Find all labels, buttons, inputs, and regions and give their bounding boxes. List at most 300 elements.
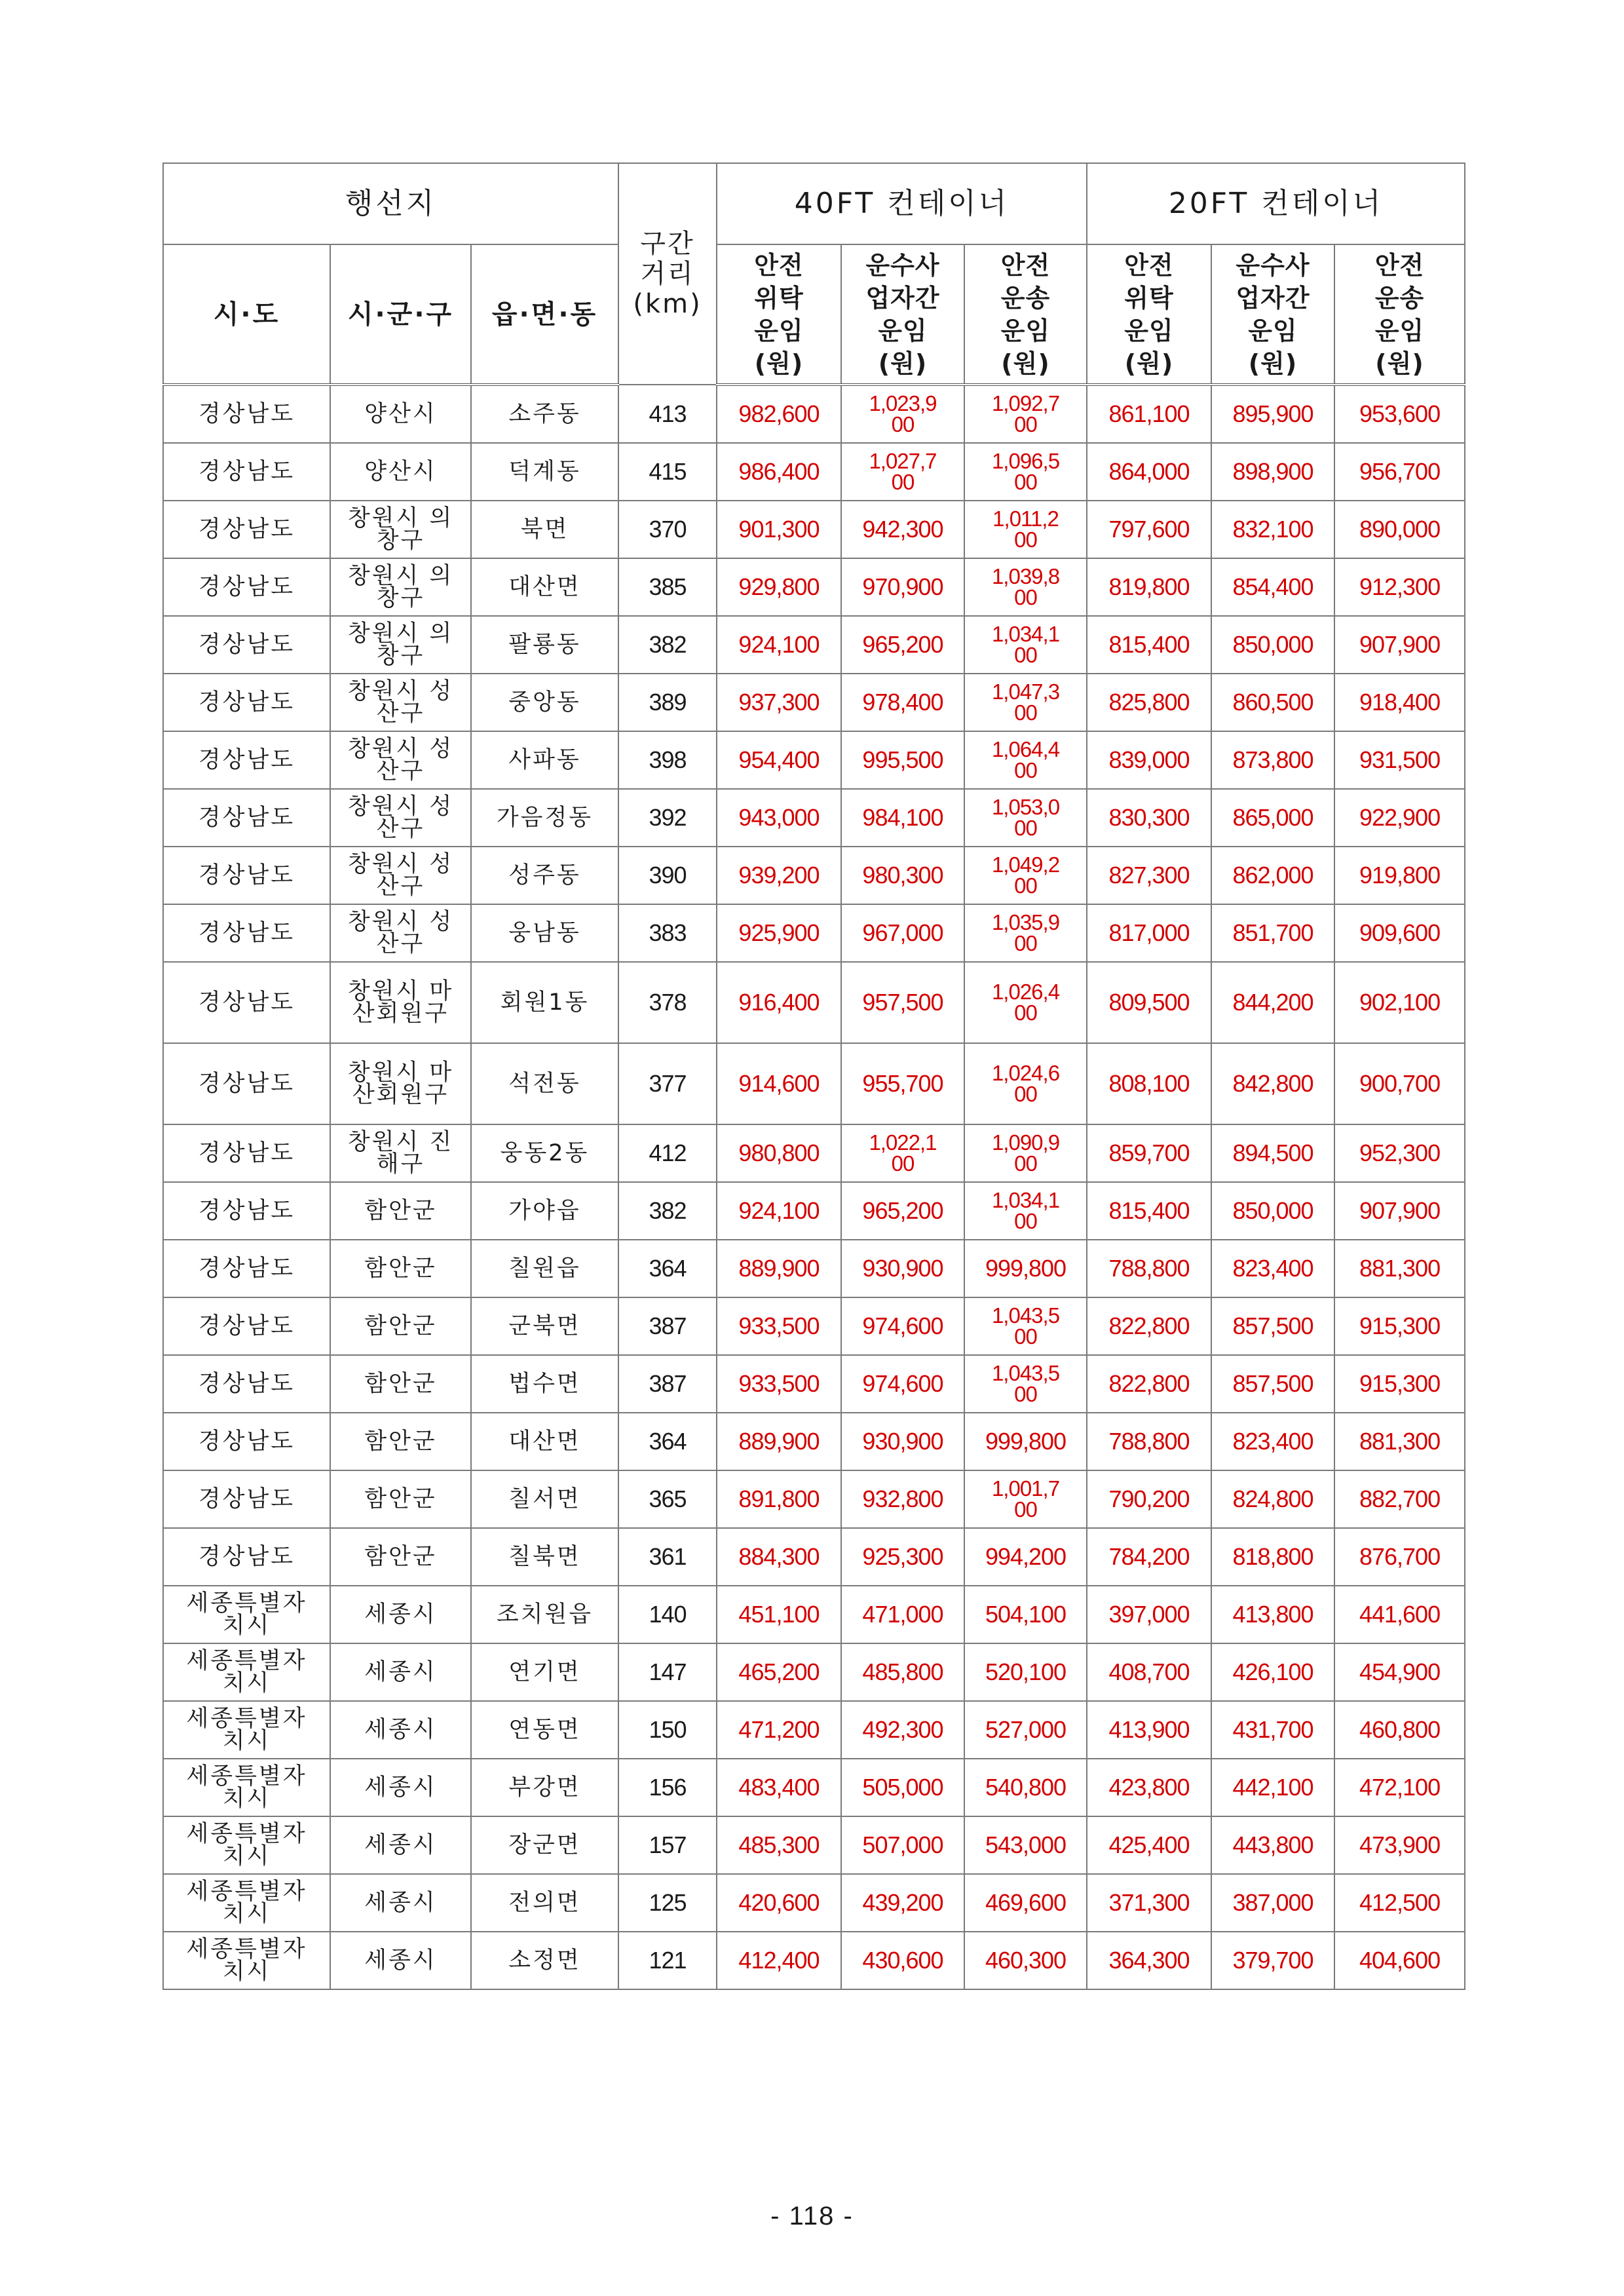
distance-cell: 157 <box>618 1816 717 1874</box>
ft40-safe-consign-cell: 925,900 <box>717 904 841 962</box>
distance-cell: 365 <box>618 1470 717 1528</box>
ft40-safe-consign-cell: 889,900 <box>717 1240 841 1297</box>
sigungu-cell: 세종시 <box>330 1643 471 1701</box>
ft40-carrier-cell: 974,600 <box>841 1355 964 1413</box>
table-row <box>163 1528 1465 1586</box>
ft20-safe-transport-cell: 956,700 <box>1334 443 1465 501</box>
ft40-safe-consign-cell: 954,400 <box>717 731 841 789</box>
distance-cell: 364 <box>618 1413 717 1470</box>
ft40-carrier-cell: 995,500 <box>841 731 964 789</box>
dong-cell: 군북면 <box>471 1297 618 1355</box>
ft40-carrier-cell: 1,023,900 <box>841 385 964 443</box>
table-row <box>163 558 1465 616</box>
ft20-safe-transport-cell: 915,300 <box>1334 1355 1465 1413</box>
ft20-safe-consign-cell: 784,200 <box>1087 1528 1211 1586</box>
ft20-safe-transport-cell: 472,100 <box>1334 1759 1465 1816</box>
table-row <box>163 1759 1465 1816</box>
ft40-safe-consign-cell: 901,300 <box>717 501 841 558</box>
dong-cell: 조치원읍 <box>471 1586 618 1643</box>
ft20-safe-transport-cell: 882,700 <box>1334 1470 1465 1528</box>
dong-cell: 연기면 <box>471 1643 618 1701</box>
sido-cell: 경상남도 <box>163 1043 330 1124</box>
ft40-safe-transport-cell: 1,064,400 <box>964 731 1087 789</box>
sido-header: 시·도 <box>163 244 330 385</box>
ft40-safe-consign-cell: 471,200 <box>717 1701 841 1759</box>
ft40-safe-consign-cell: 485,300 <box>717 1816 841 1874</box>
ft40-carrier-cell: 505,000 <box>841 1759 964 1816</box>
dong-cell: 웅동2동 <box>471 1124 618 1182</box>
ft20-carrier-cell: 824,800 <box>1211 1470 1334 1528</box>
ft20-safe-consign-cell: 815,400 <box>1087 1182 1211 1240</box>
ft40-safe-transport-cell: 469,600 <box>964 1874 1087 1932</box>
dong-cell: 대산면 <box>471 1413 618 1470</box>
dong-cell: 소정면 <box>471 1932 618 1989</box>
ft40-carrier-cell: 978,400 <box>841 674 964 731</box>
sido-cell: 경상남도 <box>163 385 330 443</box>
distance-cell: 125 <box>618 1874 717 1932</box>
table-row <box>163 904 1465 962</box>
ft20-safe-consign-cell: 825,800 <box>1087 674 1211 731</box>
ft20-safe-consign-cell: 827,300 <box>1087 847 1211 904</box>
ft40-safe-consign-cell: 980,800 <box>717 1124 841 1182</box>
ft20-carrier-cell: 860,500 <box>1211 674 1334 731</box>
ft40-carrier-cell: 965,200 <box>841 616 964 674</box>
distance-cell: 398 <box>618 731 717 789</box>
sigungu-cell: 함안군 <box>330 1528 471 1586</box>
sigungu-header: 시·군·구 <box>330 244 471 385</box>
ft40-carrier-cell: 485,800 <box>841 1643 964 1701</box>
ft20-safe-transport-cell: 907,900 <box>1334 1182 1465 1240</box>
ft40-carrier-cell: 955,700 <box>841 1043 964 1124</box>
sigungu-cell: 창원시 성산구 <box>330 847 471 904</box>
ft40-safe-consign-cell: 986,400 <box>717 443 841 501</box>
dong-cell: 사파동 <box>471 731 618 789</box>
distance-cell: 140 <box>618 1586 717 1643</box>
table-row <box>163 1043 1465 1124</box>
sigungu-cell: 세종시 <box>330 1586 471 1643</box>
ft20-carrier-cell: 857,500 <box>1211 1297 1334 1355</box>
ft20-safe-consign-cell: 364,300 <box>1087 1932 1211 1989</box>
ft20-carrier-cell: 818,800 <box>1211 1528 1334 1586</box>
ft40-carrier-cell: 932,800 <box>841 1470 964 1528</box>
table-row <box>163 616 1465 674</box>
table-row <box>163 962 1465 1043</box>
ft40-safe-consign-cell: 914,600 <box>717 1043 841 1124</box>
ft40-safe-transport-cell: 1,043,500 <box>964 1355 1087 1413</box>
sigungu-cell: 창원시 진해구 <box>330 1124 471 1182</box>
ft20-carrier-cell: 894,500 <box>1211 1124 1334 1182</box>
ft20-safe-transport-cell: 473,900 <box>1334 1816 1465 1874</box>
ft20-safe-consign-cell: 371,300 <box>1087 1874 1211 1932</box>
ft40-safe-consign-cell: 889,900 <box>717 1413 841 1470</box>
sido-cell: 경상남도 <box>163 962 330 1043</box>
sigungu-cell: 창원시 마산회원구 <box>330 962 471 1043</box>
ft40-carrier-cell: 492,300 <box>841 1701 964 1759</box>
dong-cell: 칠원읍 <box>471 1240 618 1297</box>
ft40-safe-consign-cell: 465,200 <box>717 1643 841 1701</box>
ft40-safe-transport-cell: 1,047,300 <box>964 674 1087 731</box>
dong-cell: 성주동 <box>471 847 618 904</box>
table-row <box>163 1932 1465 1989</box>
table-row <box>163 501 1465 558</box>
ft20-safe-consign-cell: 425,400 <box>1087 1816 1211 1874</box>
ft20-safe-transport-cell: 412,500 <box>1334 1874 1465 1932</box>
sido-cell: 경상남도 <box>163 1470 330 1528</box>
distance-header-label: 구간거리(km) <box>633 229 702 319</box>
ft40-carrier-cell: 942,300 <box>841 501 964 558</box>
ft20-safe-transport-cell: 953,600 <box>1334 385 1465 443</box>
distance-cell: 156 <box>618 1759 717 1816</box>
table-row <box>163 1240 1465 1297</box>
ft20-safe-consign-cell: 413,900 <box>1087 1701 1211 1759</box>
sido-cell: 세종특별자치시 <box>163 1874 330 1932</box>
distance-cell: 378 <box>618 962 717 1043</box>
ft40-safe-transport-cell: 504,100 <box>964 1586 1087 1643</box>
ft40-safe-transport-cell: 1,053,000 <box>964 789 1087 847</box>
ft40-safe-transport-cell: 1,035,900 <box>964 904 1087 962</box>
ft20-carrier-cell: 413,800 <box>1211 1586 1334 1643</box>
sigungu-cell: 세종시 <box>330 1701 471 1759</box>
ft40-safe-transport-cell: 527,000 <box>964 1701 1087 1759</box>
distance-cell: 413 <box>618 385 717 443</box>
sido-cell: 경상남도 <box>163 616 330 674</box>
ft40-safe-transport-cell: 1,090,900 <box>964 1124 1087 1182</box>
ft40-safe-transport-cell: 1,096,500 <box>964 443 1087 501</box>
table-row <box>163 731 1465 789</box>
ft40-safe-transport-cell: 1,001,700 <box>964 1470 1087 1528</box>
distance-cell: 385 <box>618 558 717 616</box>
ft20-carrier-cell: 431,700 <box>1211 1701 1334 1759</box>
sido-cell: 경상남도 <box>163 1297 330 1355</box>
sido-cell: 세종특별자치시 <box>163 1816 330 1874</box>
sido-cell: 세종특별자치시 <box>163 1701 330 1759</box>
ft20-safe-transport-cell: 907,900 <box>1334 616 1465 674</box>
ft40-safe-transport-cell: 999,800 <box>964 1413 1087 1470</box>
ft40-carrier-cell: 984,100 <box>841 789 964 847</box>
ft40-safe-transport-cell: 1,024,600 <box>964 1043 1087 1124</box>
ft40-safe-consign-cell: 929,800 <box>717 558 841 616</box>
ft20-safe-transport-cell: 881,300 <box>1334 1413 1465 1470</box>
ft40-safe-consign-cell: 937,300 <box>717 674 841 731</box>
ft40-carrier-cell: 439,200 <box>841 1874 964 1932</box>
distance-cell: 383 <box>618 904 717 962</box>
ft40-safe-transport-cell: 540,800 <box>964 1759 1087 1816</box>
ft20-safe-consign-cell: 864,000 <box>1087 443 1211 501</box>
ft40-safe-consign-cell: 933,500 <box>717 1297 841 1355</box>
ft20-safe-transport-cell: 915,300 <box>1334 1297 1465 1355</box>
ft40-carrier-cell: 930,900 <box>841 1240 964 1297</box>
ft20-safe-consign-cell: 408,700 <box>1087 1643 1211 1701</box>
ft40-safe-consign-cell: 412,400 <box>717 1932 841 1989</box>
ft20-carrier-cell: 862,000 <box>1211 847 1334 904</box>
ft40-carrier-cell: 471,000 <box>841 1586 964 1643</box>
ft20-carrier-cell: 443,800 <box>1211 1816 1334 1874</box>
ft20-carrier-cell: 895,900 <box>1211 385 1334 443</box>
ft20-carrier-cell: 426,100 <box>1211 1643 1334 1701</box>
sido-cell: 세종특별자치시 <box>163 1759 330 1816</box>
ft20-safe-consign-cell: 808,100 <box>1087 1043 1211 1124</box>
distance-cell: 389 <box>618 674 717 731</box>
distance-cell: 390 <box>618 847 717 904</box>
ft20-safe-consign-cell: 817,000 <box>1087 904 1211 962</box>
distance-cell: 392 <box>618 789 717 847</box>
distance-cell: 412 <box>618 1124 717 1182</box>
sigungu-cell: 창원시 성산구 <box>330 731 471 789</box>
dong-cell: 부강면 <box>471 1759 618 1816</box>
dong-cell: 웅남동 <box>471 904 618 962</box>
sigungu-cell: 세종시 <box>330 1759 471 1816</box>
ft20-safe-consign-cell: 822,800 <box>1087 1297 1211 1355</box>
ft40-safe-transport-cell: 543,000 <box>964 1816 1087 1874</box>
table-row <box>163 1182 1465 1240</box>
freight-rate-table <box>162 163 1465 1990</box>
ft20-safe-transport-cell: 918,400 <box>1334 674 1465 731</box>
ft20-carrier-cell: 854,400 <box>1211 558 1334 616</box>
ft20-safe-consign-cell: 815,400 <box>1087 616 1211 674</box>
ft40-safe-transport-cell: 1,049,200 <box>964 847 1087 904</box>
sido-cell: 경상남도 <box>163 674 330 731</box>
distance-cell: 147 <box>618 1643 717 1701</box>
ft20-safe-transport-cell: 404,600 <box>1334 1932 1465 1989</box>
sido-cell: 경상남도 <box>163 904 330 962</box>
ft20-safe-transport-cell: 912,300 <box>1334 558 1465 616</box>
dong-cell: 가음정동 <box>471 789 618 847</box>
sigungu-cell: 함안군 <box>330 1470 471 1528</box>
ft40-safe-transport-cell: 1,034,100 <box>964 1182 1087 1240</box>
ft40-safe-consign-cell: 924,100 <box>717 616 841 674</box>
ft20-safe-consign-cell: 861,100 <box>1087 385 1211 443</box>
ft20-carrier-cell: 865,000 <box>1211 789 1334 847</box>
distance-cell: 121 <box>618 1932 717 1989</box>
ft40-header: 40FT 컨테이너 <box>717 163 1087 244</box>
ft20-safe-transport-cell: 881,300 <box>1334 1240 1465 1297</box>
ft40-carrier-cell: 974,600 <box>841 1297 964 1355</box>
sigungu-cell: 세종시 <box>330 1874 471 1932</box>
dong-cell: 가야읍 <box>471 1182 618 1240</box>
ft20-carrier-cell: 850,000 <box>1211 1182 1334 1240</box>
ft40-safe-transport-cell: 520,100 <box>964 1643 1087 1701</box>
distance-cell: 377 <box>618 1043 717 1124</box>
ft40-carrier-cell: 980,300 <box>841 847 964 904</box>
ft20-safe-consign-cell: 822,800 <box>1087 1355 1211 1413</box>
sido-cell: 세종특별자치시 <box>163 1643 330 1701</box>
ft40-safe-transport-cell: 994,200 <box>964 1528 1087 1586</box>
ft40-safe-transport-cell: 1,026,400 <box>964 962 1087 1043</box>
distance-cell: 361 <box>618 1528 717 1586</box>
sigungu-cell: 함안군 <box>330 1355 471 1413</box>
ft40-carrier-cell: 967,000 <box>841 904 964 962</box>
ft40-safe-transport-cell: 1,092,700 <box>964 385 1087 443</box>
ft20-safe-transport-cell: 922,900 <box>1334 789 1465 847</box>
ft20-safe-consign-cell: 859,700 <box>1087 1124 1211 1182</box>
distance-cell: 387 <box>618 1297 717 1355</box>
distance-cell: 382 <box>618 616 717 674</box>
dong-cell: 회원1동 <box>471 962 618 1043</box>
ft40-safe-consign-cell: 451,100 <box>717 1586 841 1643</box>
ft20-carrier-cell: 842,800 <box>1211 1043 1334 1124</box>
ft20-header: 20FT 컨테이너 <box>1087 163 1465 244</box>
ft40-safe-consign-cell: 943,000 <box>717 789 841 847</box>
table-row <box>163 1701 1465 1759</box>
dong-cell: 칠서면 <box>471 1470 618 1528</box>
sigungu-cell: 창원시 의창구 <box>330 558 471 616</box>
sigungu-cell: 창원시 마산회원구 <box>330 1043 471 1124</box>
dong-cell: 대산면 <box>471 558 618 616</box>
distance-cell: 364 <box>618 1240 717 1297</box>
ft40-safe-transport-cell: 460,300 <box>964 1932 1087 1989</box>
dong-cell: 전의면 <box>471 1874 618 1932</box>
ft20-carrier-cell: 832,100 <box>1211 501 1334 558</box>
ft20-safe-transport-cell: 454,900 <box>1334 1643 1465 1701</box>
ft20-carrier-cell: 851,700 <box>1211 904 1334 962</box>
table-row <box>163 789 1465 847</box>
table-row <box>163 443 1465 501</box>
ft20-safe-transport-cell: 952,300 <box>1334 1124 1465 1182</box>
dong-cell: 법수면 <box>471 1355 618 1413</box>
ft40-carrier-cell: 930,900 <box>841 1413 964 1470</box>
dong-cell: 석전동 <box>471 1043 618 1124</box>
sigungu-cell: 함안군 <box>330 1240 471 1297</box>
ft40-carrier-cell: 1,022,100 <box>841 1124 964 1182</box>
ft40-carrier-cell: 507,000 <box>841 1816 964 1874</box>
ft20-carrier-cell: 379,700 <box>1211 1932 1334 1989</box>
ft20-safe-transport-cell: 902,100 <box>1334 962 1465 1043</box>
ft20-carrier-header: 운수사업자간 운임(원) <box>1211 244 1334 385</box>
ft40-safe-transport-cell: 1,043,500 <box>964 1297 1087 1355</box>
sigungu-cell: 창원시 성산구 <box>330 904 471 962</box>
sido-cell: 경상남도 <box>163 847 330 904</box>
ft40-safe-consign-cell: 916,400 <box>717 962 841 1043</box>
sido-cell: 세종특별자치시 <box>163 1932 330 1989</box>
distance-cell: 370 <box>618 501 717 558</box>
ft20-safe-transport-cell: 876,700 <box>1334 1528 1465 1586</box>
sigungu-cell: 창원시 의창구 <box>330 501 471 558</box>
ft20-safe-transport-cell: 890,000 <box>1334 501 1465 558</box>
destination-header: 행선지 <box>163 163 618 244</box>
table-row <box>163 1124 1465 1182</box>
dong-cell: 북면 <box>471 501 618 558</box>
distance-cell: 387 <box>618 1355 717 1413</box>
ft40-safe-transport-cell: 999,800 <box>964 1240 1087 1297</box>
sigungu-cell: 창원시 성산구 <box>330 789 471 847</box>
ft20-safe-consign-cell: 809,500 <box>1087 962 1211 1043</box>
sigungu-cell: 함안군 <box>330 1413 471 1470</box>
sido-cell: 경상남도 <box>163 501 330 558</box>
ft20-carrier-cell: 873,800 <box>1211 731 1334 789</box>
ft20-safe-consign-cell: 423,800 <box>1087 1759 1211 1816</box>
ft40-safe-consign-cell: 420,600 <box>717 1874 841 1932</box>
ft20-carrier-cell: 898,900 <box>1211 443 1334 501</box>
ft40-safe-consign-header: 안전위탁운임(원) <box>717 244 841 385</box>
ft20-safe-transport-cell: 441,600 <box>1334 1586 1465 1643</box>
ft20-safe-consign-header: 안전위탁운임(원) <box>1087 244 1211 385</box>
sigungu-cell: 양산시 <box>330 385 471 443</box>
ft20-safe-transport-header: 안전운송운임(원) <box>1334 244 1465 385</box>
ft20-carrier-cell: 442,100 <box>1211 1759 1334 1816</box>
ft40-safe-consign-cell: 924,100 <box>717 1182 841 1240</box>
distance-header <box>618 163 717 385</box>
table-row <box>163 1643 1465 1701</box>
dong-cell: 중앙동 <box>471 674 618 731</box>
ft20-safe-consign-cell: 830,300 <box>1087 789 1211 847</box>
sigungu-cell: 세종시 <box>330 1816 471 1874</box>
ft40-safe-consign-cell: 884,300 <box>717 1528 841 1586</box>
ft40-carrier-cell: 957,500 <box>841 962 964 1043</box>
ft20-safe-consign-cell: 797,600 <box>1087 501 1211 558</box>
table-row <box>163 847 1465 904</box>
distance-cell: 415 <box>618 443 717 501</box>
sido-cell: 경상남도 <box>163 1355 330 1413</box>
page-number: - 118 - <box>770 2202 854 2230</box>
eupmyeondong-header: 읍·면·동 <box>471 244 618 385</box>
ft20-safe-transport-cell: 909,600 <box>1334 904 1465 962</box>
sido-cell: 경상남도 <box>163 1413 330 1470</box>
ft40-carrier-cell: 925,300 <box>841 1528 964 1586</box>
sigungu-cell: 창원시 성산구 <box>330 674 471 731</box>
sigungu-cell: 창원시 의창구 <box>330 616 471 674</box>
sido-cell: 경상남도 <box>163 789 330 847</box>
ft40-carrier-cell: 430,600 <box>841 1932 964 1989</box>
table-body <box>163 385 1465 1989</box>
ft20-safe-transport-cell: 919,800 <box>1334 847 1465 904</box>
sido-cell: 경상남도 <box>163 443 330 501</box>
distance-cell: 150 <box>618 1701 717 1759</box>
ft20-safe-transport-cell: 931,500 <box>1334 731 1465 789</box>
sido-cell: 경상남도 <box>163 731 330 789</box>
sido-cell: 경상남도 <box>163 1124 330 1182</box>
ft40-carrier-cell: 970,900 <box>841 558 964 616</box>
sido-cell: 경상남도 <box>163 1182 330 1240</box>
ft20-carrier-cell: 857,500 <box>1211 1355 1334 1413</box>
dong-cell: 팔룡동 <box>471 616 618 674</box>
dong-cell: 장군면 <box>471 1816 618 1874</box>
dong-cell: 소주동 <box>471 385 618 443</box>
ft20-safe-consign-cell: 819,800 <box>1087 558 1211 616</box>
dong-cell: 칠북면 <box>471 1528 618 1586</box>
ft40-safe-consign-cell: 939,200 <box>717 847 841 904</box>
table-row <box>163 1586 1465 1643</box>
ft40-safe-consign-cell: 933,500 <box>717 1355 841 1413</box>
table-row <box>163 674 1465 731</box>
ft40-safe-transport-header: 안전운송운임(원) <box>964 244 1087 385</box>
sigungu-cell: 양산시 <box>330 443 471 501</box>
ft20-carrier-cell: 823,400 <box>1211 1240 1334 1297</box>
ft20-safe-consign-cell: 790,200 <box>1087 1470 1211 1528</box>
table-row <box>163 1413 1465 1470</box>
sido-cell: 경상남도 <box>163 1528 330 1586</box>
table-row <box>163 1355 1465 1413</box>
ft40-carrier-header: 운수사업자간 운임(원) <box>841 244 964 385</box>
ft40-carrier-cell: 1,027,700 <box>841 443 964 501</box>
dong-cell: 덕계동 <box>471 443 618 501</box>
table-row <box>163 385 1465 443</box>
distance-cell: 382 <box>618 1182 717 1240</box>
sigungu-cell: 함안군 <box>330 1297 471 1355</box>
ft20-carrier-cell: 844,200 <box>1211 962 1334 1043</box>
sido-cell: 경상남도 <box>163 1240 330 1297</box>
ft20-carrier-cell: 823,400 <box>1211 1413 1334 1470</box>
ft40-safe-consign-cell: 483,400 <box>717 1759 841 1816</box>
ft40-carrier-cell: 965,200 <box>841 1182 964 1240</box>
sigungu-cell: 함안군 <box>330 1182 471 1240</box>
ft20-safe-consign-cell: 397,000 <box>1087 1586 1211 1643</box>
table-row <box>163 1874 1465 1932</box>
table-row <box>163 1470 1465 1528</box>
ft20-safe-consign-cell: 788,800 <box>1087 1240 1211 1297</box>
ft40-safe-transport-cell: 1,039,800 <box>964 558 1087 616</box>
ft20-safe-transport-cell: 460,800 <box>1334 1701 1465 1759</box>
dong-cell: 연동면 <box>471 1701 618 1759</box>
